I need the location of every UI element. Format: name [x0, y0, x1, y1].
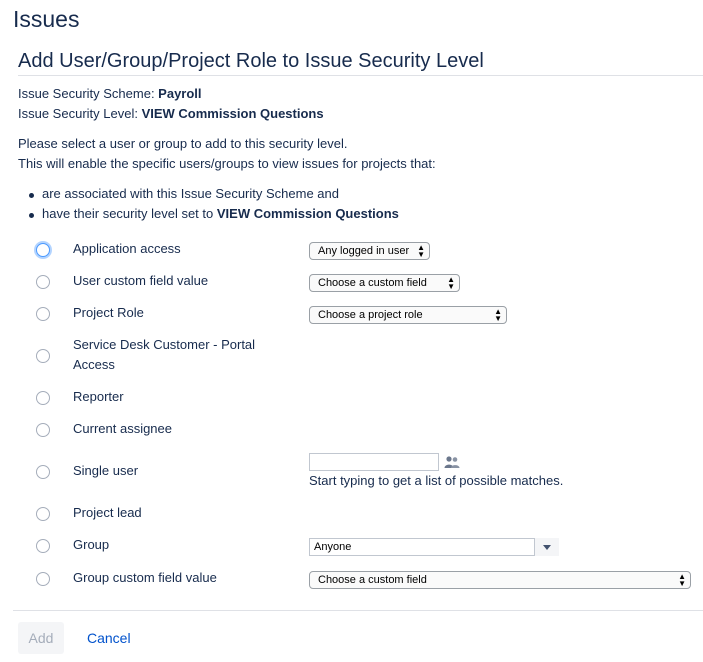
application-access-select[interactable] [309, 242, 430, 260]
radio-application-access[interactable] [36, 243, 50, 257]
label-application-access[interactable]: Application access [73, 241, 181, 256]
project-role-select-value: Choose a project role [318, 309, 423, 321]
radio-service-desk-customer[interactable] [36, 349, 50, 363]
user-custom-field-select-value: Choose a custom field [318, 277, 427, 289]
description-line-1: Please select a user or group to add to this security level. [18, 136, 348, 151]
user-custom-field-select[interactable] [309, 274, 460, 292]
up-down-arrows-icon: ▲ ▼ [678, 572, 686, 588]
radio-group-custom-field[interactable] [36, 572, 50, 586]
application-access-select-value: Any logged in user [318, 245, 410, 257]
project-role-select[interactable] [309, 306, 507, 324]
people-picker-icon[interactable] [444, 455, 460, 469]
bullet-item-2 [42, 206, 399, 221]
footer-divider [13, 610, 703, 611]
bullet-item-2-text: have their security level set to [42, 206, 217, 221]
label-reporter[interactable]: Reporter [73, 389, 124, 404]
group-custom-field-select[interactable] [309, 571, 691, 589]
bullet-item-1: are associated with this Issue Security Scheme and [42, 186, 339, 201]
label-service-desk-line-1: Service Desk Customer - Portal [73, 337, 256, 352]
radio-current-assignee[interactable] [36, 423, 50, 437]
radio-project-lead[interactable] [36, 507, 50, 521]
security-level-value: VIEW Commission Questions [141, 106, 324, 121]
up-down-arrows-icon: ▲ ▼ [494, 307, 502, 323]
security-level-label: Issue Security Level: [18, 106, 142, 121]
group-input[interactable]: Anyone [309, 538, 535, 556]
label-single-user[interactable]: Single user [73, 463, 139, 478]
radio-single-user[interactable] [36, 465, 50, 479]
bullet-item-2-level: VIEW Commission Questions [216, 206, 399, 221]
up-down-arrows-icon: ▲ ▼ [447, 275, 455, 291]
label-current-assignee[interactable]: Current assignee [73, 421, 172, 436]
group-custom-field-select-value: Choose a custom field [318, 574, 427, 586]
chevron-down-icon[interactable] [535, 538, 559, 556]
single-user-hint: Start typing to get a list of possible matches. [309, 473, 564, 488]
label-user-custom-field[interactable]: User custom field value [73, 273, 209, 288]
radio-user-custom-field[interactable] [36, 275, 50, 289]
radio-group[interactable] [36, 539, 50, 553]
security-scheme-value: Payroll [158, 86, 202, 101]
security-level-info [18, 106, 324, 121]
label-group-custom-field[interactable]: Group custom field value [73, 570, 217, 585]
single-user-input[interactable] [309, 453, 439, 471]
up-down-arrows-icon: ▲ ▼ [417, 243, 425, 259]
label-service-desk-line-2: Access [73, 357, 115, 372]
security-scheme-label: Issue Security Scheme: [18, 86, 159, 101]
security-scheme-info [18, 86, 202, 101]
label-project-lead[interactable]: Project lead [73, 505, 142, 520]
label-project-role[interactable]: Project Role [73, 305, 144, 320]
page-title: Issues [13, 6, 80, 32]
radio-project-role[interactable] [36, 307, 50, 321]
label-group[interactable]: Group [73, 537, 110, 552]
section-title: Add User/Group/Project Role to Issue Security Level [18, 50, 703, 76]
cancel-link[interactable]: Cancel [87, 630, 131, 646]
add-button[interactable]: Add [18, 622, 64, 654]
description-line-2: This will enable the specific users/groups to view issues for projects that: [18, 156, 436, 171]
label-service-desk-customer[interactable] [73, 335, 255, 375]
radio-reporter[interactable] [36, 391, 50, 405]
